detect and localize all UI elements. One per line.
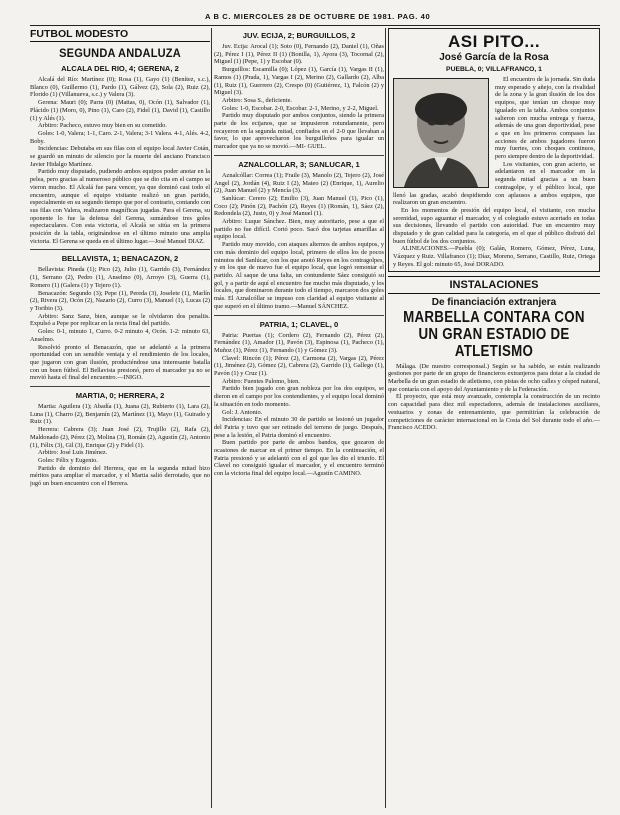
goals-ecija: Goles: 1-0, Escobar. 2-0, Escobar. 2-1, Merino, y 2-2, Miguel. (222, 104, 379, 112)
column-1 (30, 28, 210, 808)
lineup-patria: Patria: Puertas (1); Cordero (2), Fernando (2), Pérez (2), Fernández (1), Amador (1), Pavón (3), Espinosa (1), Pacheco (1), Muñoz (1), Pérez (1), Fernando (1) y Gómez (3). (214, 331, 384, 354)
referee-ecija: Arbitro: Sosa S., deficiente. (222, 96, 292, 104)
column-divider-1 (211, 28, 212, 808)
marbella-text-1: Málaga. (De nuestro corresponsal.) Según se ha sabido, se están realizando gestiones por parte de un grupo de financieros extranjeros para dotar a la ciudad de Marbella de un gran estadio de atletismo, con pistas de ocho calles y césped natural, que contaría con el apoyo del Ayuntamiento y de la Federación. (388, 362, 600, 393)
lineup-martia: Martia: Aguilera (1); Abadía (1), Juana (2), Rubierto (1), Lara (2), Luna (1), Charro (2), Benjamín (2), Martínez (1), Mayo (1), Guirado y Ruiz (1). (30, 403, 210, 426)
match-heading-puebla: PUEBLA, 0; VILLAFRANCO, 1 (446, 66, 542, 73)
top-rule (30, 25, 600, 26)
report-ecija: Partido muy disputado por ambos conjuntos, siendo la primera parte de los ecijanos, que se impusieron rotundamente, pero recayeron en la segunda mitad, confiados en el 2-0 que llevaban a favor, lo que aprovecharon los burguilleños para igualar un marcador que ya no se movió.—MI- GUEL. (214, 112, 384, 151)
match-heading-aznalcollar: AZNALCOLLAR, 3; SANLUCAR, 1 (238, 159, 360, 169)
goals-alcala: Goles: 1-0, Valera; 1-1, Caro. 2-1, Valera; 3-1 Valera. 4-1, Alés. 4-2, Boby. (30, 129, 210, 145)
lineup-clavel: Clavel: Rincón (1); Pérez (2), Carmona (2), Vargas (2), Pérez (1), Jiménez (2), Gómez (2), Cabrera (2), Garrido (1), Gallego (1), Pavón (1) y Cruz (1). (214, 354, 384, 378)
section-instalaciones: INSTALACIONES (388, 276, 600, 294)
section-title: FUTBOL MODESTO (30, 28, 210, 42)
divider (30, 386, 210, 387)
referee-martia: Arbitro: José Luis Jiménez. (38, 449, 108, 457)
heading-segunda-andaluza: SEGUNDA ANDALUZA (59, 46, 181, 60)
report-patria: Buen partido por parte de ambos bandos, que gozaron de ocasiones de marcar en el primer tiempo. En la continuación, el Patria presionó y se adelantó con el gol que les dio el triunfo. El Clavel no consiguió igualar el marcador, y el encuentro terminó con la victoria final del equipo local.—Agustín CAMINO. (214, 439, 384, 478)
lineup-bellavista: Bellavista: Pineda (1); Pico (2), Julio (1), Garrido (3), Fernández (1), Serrano (2), Pedro (1), Anselmo (0), Arroyo (3), Guerra (1), Romero (1) (Galera (1) y Tejero (1). (30, 266, 210, 289)
incidents-patria: Incidencias: En el minuto 30 de partido se lesionó un jugador del Patria y tuvo que ser retirado del terreno de juego. Después, pese a la lesión, el Patria dominó el encuentro. (214, 416, 384, 439)
asi-pito-text-1: El encuentro de la jornada. Sin duda muy esperado y añejo, con la rivalidad de la zona y la gran ilusión de los dos equipos, que tenían un choque muy igualado en la tabla. Ambos conjuntos salieron con mucha entrega y fuerza, además de una gran deportividad, pese a que en los primeros compases las acciones de ambos jugadores fueron muy fuertes, con choques continuos, pero siempre dentro de la deportividad. (495, 76, 595, 161)
report-alcala: Partido muy disputado, pudiendo ambos equipos poder anotar en la pelea, pero gracias al numeroso público que se dio cita en el campo se vieron mucho. El Alcalá fue para vencer, ya que dominó casi todo el encuentro, aunque el equipo visitante realizó un gran partido, especialmente en su segundo tiempo que por el contrario, contando con sus filas con Valera, realizaron magníficas jugadas. Para el Gerena, su oponente lo fue la defensa del Gerena, sumándose tres goles espectaculares. Con esta victoria, el Alcalá se sitúa en la primera posición de la tabla, originándose en el último minuto una amplia victoria. El Gerena se queda en el último lugar.—José Manuel DIAZ. (30, 168, 210, 245)
report-martia: Partido de dominio del Herrera, que en la segunda mitad hizo méritos para ampliar el marcador, y el Martia salió derrotado, que no jugó un buen encuentro con el Herrera. (30, 464, 210, 488)
asi-pito-title: ASI PITO... (447, 32, 541, 51)
referee-bellavista: Arbitro: Sanz Sanz, bien, aunque se le olvidaron dos penaltis. Expulsó a Pepe por replicar en la recta final del partido. (30, 312, 210, 328)
lineup-benacazon: Benacazón: Segundo (3); Pepe (1), Pereda (3), Joselete (1), Marlín (2), Rivera (2), Ocón (2), Nazario (2), Curro (3), Manuel (1), Lucas (2) y Toribio (3). (30, 289, 210, 312)
lineup-burguillos: Burguillos: Escamilla (0); López (1), García (1), Vargas II (1), Ramos (1) (Prada, 1), Vargas I (2), Merino (2), Gallardo (2), Alba (1), Ruiz (1), Guerrero (2), Crespo (0) (Gutiérrez, 1), Falcón (2) y Miguel (3). (214, 66, 384, 97)
match-heading-patria: PATRIA, 1; CLAVEL, 0 (259, 319, 339, 329)
headline-marbella: MARBELLA CONTARA CON UN GRAN ESTADIO DE ATLETISMO (403, 308, 585, 360)
match-heading-alcala: ALCALA DEL RIO, 4; GERENA, 2 (61, 64, 179, 73)
lineup-alcala: Alcalá del Río: Martínez (0); Rosa (1), Gayo (1) (Benítez, s.c.), Blanco (0), Guillermo (1), Pardo (1), Gálvez (2), Sola (2), Ruiz (2), Florido (1) (Villanueva, s.c.) y Valera (3). (30, 76, 210, 99)
goals-bellavista: Goles: 0-1, minuto 1, Curro. 0-2 minuto 4, Ocón. 1-2: minuto 63, Anselmo. (30, 328, 210, 343)
match-heading-ecija: JUV. ECIJA, 2; BURGUILLOS, 2 (242, 31, 356, 40)
referee-alcala: Arbitro: Pacheco, estuvo muy bien en su cometido. (38, 122, 167, 130)
incidents-alcala: Incidencias: Debutaba en sus filas con el equipo local Javier Cotán, se guardó un minuto de silencio por la muerte del anciano Francisco Javier Hidalgo Martínez. (30, 145, 210, 168)
match-heading-martia: MARTIA, 0; HERRERA, 2 (75, 391, 165, 401)
asi-pito-lineups: ALINEACIONES.—Puebla (0); Galán, Romero, Gómez, Pérez, Luna, Vázquez y Ruiz. Villafranco (1); Díaz, Moreno, Serrano, Castillo, Ruiz, Ortega y Reyes. El gol: minuto 65, José DORADO. (393, 245, 595, 268)
divider (30, 249, 210, 250)
asi-pito-box (388, 28, 600, 272)
match-heading-bellavista: BELLAVISTA, 1; BENACAZON, 2 (61, 254, 179, 264)
asi-pito-text-2: Los visitantes, con gran acierto, se adelantaron en el marcador en la segunda mitad gracias a un buen contragolpe, y el público local, que llenó las gradas, acabó despidiendo con aplausos a ambos equipos, que realizaron un gran encuentro. (393, 160, 595, 207)
referee-aznalcollar: Arbitro: Luque Sánchez. Bien, muy autoritario, pese a que el partido no fue difícil. Cortó poco. Sacó dos tarjetas amarillas al equipo local. (214, 218, 384, 241)
column-3 (388, 28, 600, 808)
summary-patria: Partido bien jugado con gran nobleza por los dos equipos, se dieron en el campo por los contendientes, y el equipo local dominó la situación en todo momento. (214, 385, 384, 408)
marbella-text-2: El proyecto, que está muy avanzado, contempla la construcción de un recinto con capacidad para diez mil espectadores, además de instalaciones auxiliares, vestuarios y zonas de entrenamiento, que permitirían la celebración de competiciones de carácter internacional en la Costa del Sol durante todo el año.—Francisco ACEDO. (388, 393, 600, 432)
referee-author: José García de la Rosa (439, 52, 549, 63)
referee-photo (393, 78, 489, 188)
kicker-financiacion: De financiación extranjera (431, 296, 557, 308)
lineup-ecija: Juv. Ecija: Arocal (1); Soto (0), Fernando (2), Daniel (1), Oñas (2), Pérez I (1), Pérez II (1) (Bonilla, 1), Ayora (3), Tocornal (2), Miguel (1) (Pepe, 1) y Escobar (0). (214, 43, 384, 66)
lineup-herrera: Herrera: Cabrera (3); Juan José (2), Trujillo (2), Rafa (2), Maldonado (2), Pérez (2), Molina (3), Román (2), Agustín (2), Antonio (1), Félix (3), Gil (3), Enrique (2) y Fidel (1). (30, 426, 210, 449)
asi-pito-text-3: En los momentos de presión del equipo local, el visitante, con mucha serenidad, supo aguantar el marcador, y el colegiado estuvo acertado en todas sus decisiones, llevando el partido con autoridad. Fue un encuentro muy disputado y de gran calidad para la categoría, en el que el público disfrutó del buen fútbol de los dos conjuntos. (393, 206, 595, 245)
portrait-image (394, 79, 488, 187)
lineup-sanlucar: Sanlúcar: Cerero (2); Emilio (3), Juan Manuel (1), Pico (1), Coco (2); Pinón (2), Pachón (2), Reyes (1) (Román, 1), Sáez (2), Redondela (2), Justo, 0) y José Manuel (1). (214, 194, 384, 218)
goals-patria: Gol: J. Antonio. (222, 408, 263, 416)
goals-martia: Goles: Félix y Eugenio. (38, 456, 98, 464)
divider (214, 315, 384, 316)
masthead: A B C. MIERCOLES 28 DE OCTUBRE DE 1981. PAG. 40 (205, 12, 431, 21)
divider (214, 155, 384, 156)
column-divider-2 (385, 28, 386, 808)
lineup-aznalcollar: Aznalcóllar: Correa (1); Fraile (3), Manolo (2), Tejero (2), José Angel (2), Jordán (4), Ruiz I (2), Mateo (2) (Enrique, 1), Aurelio (2), Juan Manuel (2) y Mencía (3). (214, 171, 384, 195)
report-bellavista: Resolvió pronto el Benacazón, que se adelantó a la primera oportunidad con un sensible ventaja y el rendimiento de los locales, que jugaron con gran ilusión, produciéndose una interesante batalla con un buen fútbol. El Bellavista presionó, pero el marcador ya no se movió hasta el final del encuentro.—INIGO. (30, 343, 210, 382)
lineup-gerena: Gerena: Mauri (0); Parra (0) (Mattas, 0), Ocón (1), Salvador (1), Plácido (1) (Moro, 0), Pino (1), Caro (2), Fidel (1), David (1), Castillo (1) y Alés (1). (30, 99, 210, 122)
column-2 (214, 28, 384, 808)
referee-patria: Arbitro: Fuentes Palomo, bien. (222, 377, 300, 385)
report-aznalcollar: Partido muy movido, con ataques alternos de ambos equipos, y con más dominio del equipo local, primero de ellos los de pocos minutos del Sanlúcar, con los que anotó Reyes en los contragolpes, y en los que de nuevo fue el equipo local, que logró remontar el partido. Al saque de una falta, un contundente Sáez consiguió su gol, y a partir de aquí el encuentro fue mucho más disputado, y los locales, que dominaron durante todo el tiempo, marcaron dos goles más. El Aznalcóllar se impuso con claridad al equipo visitante al que superó en el último tramo.—Manuel SÁNCHEZ. (214, 241, 384, 310)
